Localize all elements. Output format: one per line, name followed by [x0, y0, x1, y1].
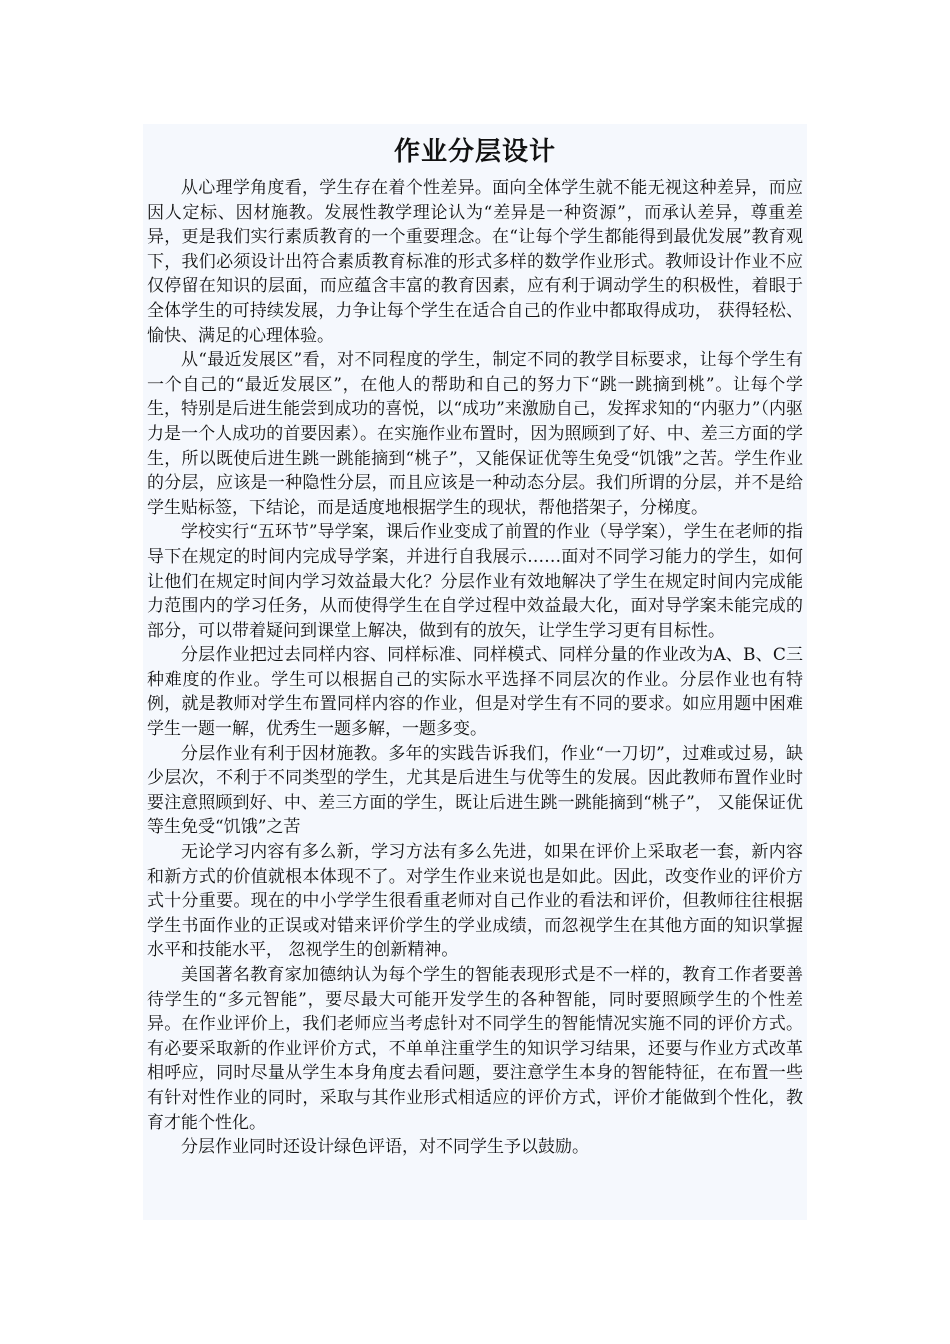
paragraph-7: 美国著名教育家加德纳认为每个学生的智能表现形式是不一样的，教育工作者要善待学生的“多元智能”，要尽最大可能开发学生的各种智能，同时要照顾学生的个性差异。在作业评价上，我们老师应当考虑针对不同学生的智能情况实施不同的评价方式。有必要采取新的作业评价方式，不单单注重学生的知识学习结果，还要与作业方式改革相呼应，同时尽量从学生本身角度去看问题，要注意学生本身的智能特征，在布置一些有针对性作业的同时，采取与其作业形式相适应的评价方式，评价才能做到个性化，教育才能个性化。 — [147, 965, 803, 1133]
paragraph-1: 从心理学角度看，学生存在着个性差异。面向全体学生就不能无视这种差异，而应因人定标、因材施教。发展性教学理论认为“差异是一种资源”，而承认差异，尊重差异，更是我们实行素质教育的一个重要理念。在“让每个学生都能得到最优发展”教育观下，我们必须设计出符合素质教育标准的形式多样的数学作业形式。教师设计作业不应仅停留在知识的层面，而应蕴含丰富的教育因素，应有利于调动学生的积极性，着眼于全体学生的可持续发展，力争让每个学生在适合自己的作业中都取得成功， 获得轻松、愉快、满足的心理体验。 — [147, 178, 803, 346]
paragraph-5: 分层作业有利于因材施教。多年的实践告诉我们，作业“一刀切”，过难或过易，缺少层次，不利于不同类型的学生，尤其是后进生与优等生的发展。因此教师布置作业时要注意照顾到好、中、差三方面的学生，既让后进生跳一跳能摘到“桃子”， 又能保证优等生免受“饥饿”之苦 — [147, 743, 803, 838]
paragraph-8: 分层作业同时还设计绿色评语，对不同学生予以鼓励。 — [181, 1137, 589, 1158]
paragraph-2: 从“最近发展区”看，对不同程度的学生，制定不同的教学目标要求，让每个学生有一个自己的“最近发展区”，在他人的帮助和自己的努力下“跳一跳摘到桃”。让每个学生，特别是后进生能尝到成功的喜悦，以“成功”来激励自己，发挥求知的“内驱力”（内驱力是一个人成功的首要因素）。在实施作业布置时，因为照顾到了好、中、差三方面的学生，所以既使后进生跳一跳能摘到“桃子”，又能保证优等生免受“饥饿”之苦。学生作业的分层，应该是一种隐性分层，而且应该是一种动态分层。我们所谓的分层，并不是给学生贴标签，下结论，而是适度地根据学生的现状，帮他搭架子，分梯度。 — [147, 350, 803, 518]
paragraph-3: 学校实行“五环节”导学案，课后作业变成了前置的作业（导学案），学生在老师的指导下在规定的时间内完成导学案，并进行自我展示……面对不同学习能力的学生，如何让他们在规定时间内学习效益最大化？分层作业有效地解决了学生在规定时间内完成能力范围内的学习任务，从而使得学生在自学过程中效益最大化，面对导学案未能完成的部分，可以带着疑问到课堂上解决，做到有的放矢，让学生学习更有目标性。 — [147, 522, 803, 641]
paragraph-6: 无论学习内容有多么新，学习方法有多么先进，如果在评价上采取老一套，新内容和新方式的价值就根本体现不了。对学生作业来说也是如此。因此，改变作业的评价方式十分重要。现在的中小学学生很看重老师对自己作业的看法和评价，但教师往往根据学生书面作业的正误或对错来评价学生的学业成绩，而忽视学生在其他方面的知识掌握水平和技能水平， 忽视学生的创新精神。 — [147, 842, 803, 961]
paragraph-4: 分层作业把过去同样内容、同样标准、同样模式、同样分量的作业改为A、B、C三种难度的作业。学生可以根据自己的实际水平选择不同层次的作业。分层作业也有特例，就是教师对学生布置同样内容的作业，但是对学生有不同的要求。如应用题中困难学生一题一解，优秀生一题多解，一题多变。 — [147, 645, 803, 740]
document-body — [143, 124, 807, 1220]
document-title: 作业分层设计 — [393, 137, 556, 167]
